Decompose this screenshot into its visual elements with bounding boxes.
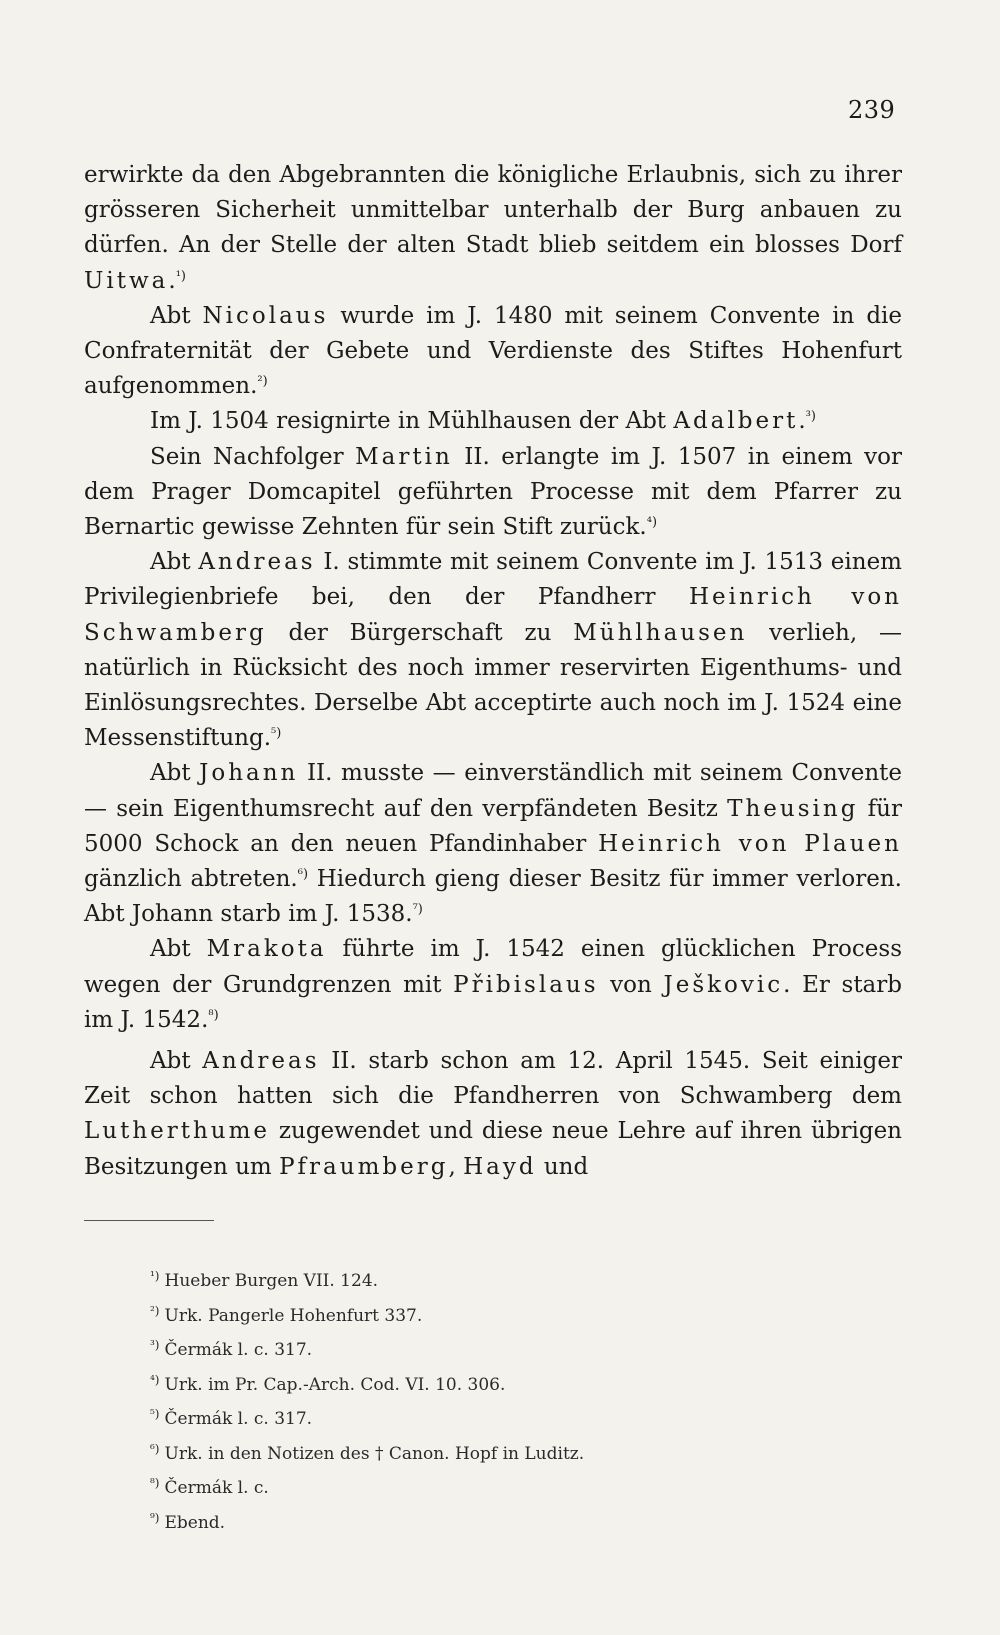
footnote-ref: ¹) — [175, 268, 186, 284]
text-run: gänzlich abtreten. — [84, 866, 298, 893]
footnote-mark: ⁶) — [150, 1441, 160, 1456]
footnote — [150, 1366, 850, 1401]
footnote-text: Čermák l. c. 317. — [164, 1409, 313, 1429]
spaced-name: Pfraumberg — [279, 1153, 449, 1180]
footnote — [150, 1331, 850, 1366]
footnote-ref: ⁷) — [412, 902, 423, 918]
paragraph — [84, 545, 902, 756]
text-run: , — [448, 1153, 464, 1180]
paragraph — [84, 1044, 902, 1185]
paragraph — [84, 756, 902, 932]
spaced-name: Mühlhausen — [573, 619, 748, 646]
text-run: Im J. 1504 resignirte in Mühlhausen der Abt — [150, 408, 674, 435]
footnote-text: Čermák l. c. — [164, 1478, 269, 1498]
spaced-name: Adalbert — [673, 408, 799, 435]
text-run: zugewendet und diese neue Lehre auf ihren übrigen Besitzungen um — [84, 1118, 902, 1180]
text-run: II. starb schon am 12. April 1545. Seit einiger Zeit schon hatten sich die Pfandherren von Schwamberg dem — [84, 1048, 902, 1110]
footnote-text: Čermák l. c. 317. — [164, 1340, 313, 1360]
footnote-ref: ⁶) — [297, 867, 309, 883]
text-run: . — [798, 408, 806, 435]
text-run: führte im J. 1542 einen glücklichen Process wegen der Grundgrenzen mit — [84, 936, 902, 998]
paragraph — [84, 299, 902, 405]
footnote — [150, 1400, 850, 1435]
footnote — [150, 1435, 850, 1470]
page-number: 239 — [848, 96, 896, 124]
spaced-name: Přibislaus — [453, 971, 599, 998]
footnote-text: Urk. Pangerle Hohenfurt 337. — [164, 1305, 423, 1326]
text-run: und — [536, 1153, 589, 1180]
paragraph — [84, 404, 902, 439]
spaced-name: Andreas — [202, 1048, 320, 1075]
footnote-mark: ⁴) — [150, 1372, 160, 1387]
footnote — [150, 1504, 850, 1539]
spaced-name: Uitwa — [84, 267, 169, 294]
text-run: Abt — [150, 1048, 203, 1075]
paragraph — [84, 932, 902, 1038]
spaced-name: Theusing — [727, 795, 859, 822]
text-run: . Er starb im J. 1542. — [84, 971, 902, 1033]
footnote-mark: ²) — [150, 1303, 160, 1318]
footnote-ref: ³) — [805, 409, 816, 425]
footnote-text: Urk. im Pr. Cap.-Arch. Cod. VI. 10. 306. — [164, 1374, 506, 1395]
spaced-name: Lutherthume — [84, 1118, 271, 1145]
footnote-ref: ⁸) — [208, 1007, 219, 1023]
text-run: für 5000 Schock an den neuen Pfandinhaber — [84, 795, 902, 857]
spaced-name: Andreas — [198, 549, 316, 576]
spaced-name: Heinrich von Schwamberg — [84, 584, 902, 646]
spaced-name: Hayd — [463, 1153, 537, 1180]
footnote-mark: ⁹) — [150, 1510, 160, 1525]
footnote — [150, 1469, 850, 1504]
footnote-text: Ebend. — [164, 1512, 226, 1533]
footnote-mark: ¹) — [150, 1269, 160, 1283]
footnote-mark: ⁵) — [150, 1407, 160, 1421]
text-run: der Bürgerschaft zu — [266, 619, 574, 646]
text-run: . — [168, 267, 176, 294]
footnote-ref: ⁵) — [271, 726, 282, 742]
spaced-name: Nicolaus — [202, 302, 329, 329]
footnote-ref: ²) — [257, 374, 268, 390]
footnote-separator — [84, 1220, 214, 1221]
text-run: Abt — [150, 760, 200, 787]
paragraph — [84, 440, 902, 546]
text-run: wurde im J. 1480 mit seinem Convente in die Confraternität der Gebete und Verdienste des Stiftes Hohenfurt aufgenommen. — [84, 302, 903, 400]
text-run: I. stimmte mit seinem Convente im J. 1513 einem Privilegienbriefe bei, den der Pfandherr — [84, 549, 902, 611]
spaced-name: Mrakota — [206, 936, 327, 963]
text-run: II. musste — einverständlich mit seinem Convente — sein Eigenthumsrecht auf den verpfändeten Besitz — [84, 760, 902, 822]
footnote — [150, 1262, 850, 1297]
text-run: verlieh, — natürlich in Rücksicht des noch immer reservirten Eigenthums- und Einlösungsrechtes. Derselbe Abt acceptirte auch noch im J. 1524 eine Messenstiftung. — [84, 619, 902, 752]
spaced-name: Johann — [199, 760, 299, 787]
text-run: von — [598, 971, 664, 998]
footnote-mark: ³) — [150, 1338, 160, 1352]
text-run: II. erlangte im J. 1507 in einem vor dem Prager Domcapitel geführten Processe mit dem Pfarrer zu Bernartic gewisse Zehnten für sein Stift zurück. — [84, 443, 902, 541]
text-run: Abt — [150, 302, 203, 329]
text-run: erwirkte da den Abgebrannten die königliche Erlaubnis, sich zu ihrer grösseren Sicherheit unmittelbar unterhalb der Burg anbauen zu dürfen. An der Stelle der alten Stadt blieb seitdem ein blosses Dorf — [84, 162, 902, 259]
footnote-text: Hueber Burgen VII. 124. — [164, 1271, 379, 1291]
spaced-name: Ješkovic — [663, 971, 784, 998]
paragraph — [84, 158, 902, 299]
footnote-ref: ⁴) — [646, 515, 658, 531]
spaced-name: Martin — [355, 443, 453, 470]
footnote-text: Urk. in den Notizen des † Canon. Hopf in Luditz. — [164, 1443, 585, 1464]
footnote-mark: ⁸) — [150, 1476, 160, 1490]
footnote — [150, 1297, 850, 1332]
footnotes — [150, 1262, 850, 1538]
text-run: Hiedurch gieng dieser Besitz für immer verloren. Abt Johann starb im J. 1538. — [84, 866, 902, 928]
text-run: Abt — [150, 549, 199, 576]
text-run: Sein Nachfolger — [150, 443, 356, 470]
body-text — [84, 158, 902, 1185]
spaced-name: Heinrich von Plauen — [598, 830, 902, 857]
text-run: Abt — [150, 936, 207, 963]
